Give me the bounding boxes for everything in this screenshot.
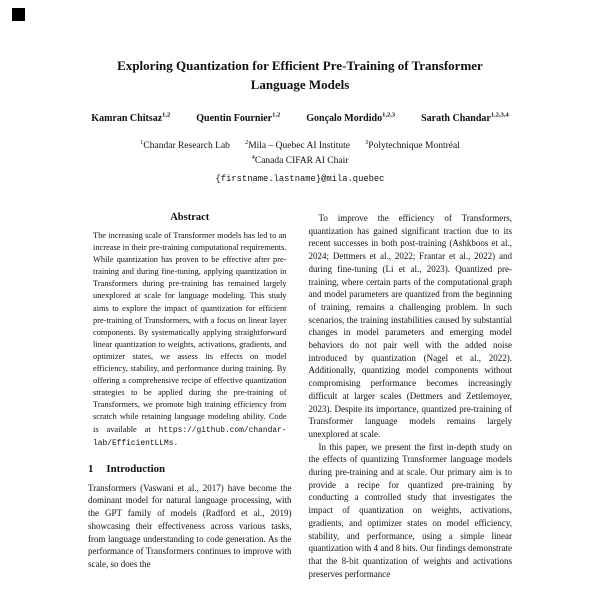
abstract-paragraph bbox=[93, 230, 287, 450]
code-repo-link[interactable]: https://github.com/chandar-lab/EfficientLLMs. bbox=[93, 425, 287, 448]
affiliation-row bbox=[0, 154, 600, 169]
author bbox=[306, 113, 395, 124]
section-number: 1 bbox=[88, 462, 94, 475]
affiliation-text: Chandar Research Lab bbox=[143, 141, 230, 151]
author-name: Quentin Fournier bbox=[196, 113, 273, 124]
author-name: Gonçalo Mordido bbox=[306, 113, 383, 124]
abstract-heading: Abstract bbox=[170, 212, 210, 223]
corner-mark bbox=[12, 8, 25, 21]
affiliation-block bbox=[0, 139, 600, 187]
section-heading-introduction bbox=[88, 463, 292, 475]
affiliation-sup: 1 bbox=[140, 138, 144, 146]
right-column bbox=[309, 212, 513, 580]
author-affil-sup: 1,2 bbox=[162, 111, 171, 119]
affiliation-sup: 3 bbox=[365, 138, 369, 146]
affiliation-text: Polytechnique Montréal bbox=[368, 141, 460, 151]
affiliation-text: Canada CIFAR AI Chair bbox=[254, 156, 349, 166]
abstract-body: The increasing scale of Transformer models has led to an increase in their pre-training computational requirements. While quantization has proven to be effective after pre-training and during fine-tuning, applying quantization in Transformers during pre-training has remained largely unexplored at scale for language modeling. This study aims to explore the impact of quantization for efficient pre-training of Transformers, with a focus on linear layer components. By systematically applying straightforward linear quantization to weights, activations, gradients, and optimizer states, we assess its effects on model efficiency, stability, and performance during training. By offering a comprehensive recipe of effective quantization strategies to be applied during the pre-training of Transformers, we promote high training efficiency from scratch while retaining language modeling ability. Code is available at bbox=[93, 231, 287, 434]
author-name: Sarath Chandar bbox=[421, 113, 491, 124]
affiliation bbox=[140, 139, 230, 154]
affiliation bbox=[245, 139, 350, 154]
affiliation bbox=[252, 154, 349, 169]
author-list bbox=[0, 113, 600, 124]
author-affil-sup: 1,2,3 bbox=[382, 111, 396, 119]
body-paragraph-2: In this paper, we present the first in-depth study on the effects of quantizing Transformer language models during pre-training and at scale. Our primary aim is to provide a recipe for quantized pre-training by conducting a controlled study that investigates the impact of quantization on weights, activations, gradients, and optimizer states on model efficiency, stability, and performance, using a simple linear quantization with 4 and 8 bits. Our findings demonstrate that the 8-bit quantization of weights and activations preserves performance bbox=[308, 441, 512, 579]
affiliation-text: Mila – Quebec AI Institute bbox=[248, 141, 351, 151]
section-title: Introduction bbox=[106, 462, 166, 475]
intro-paragraph: Transformers (Vaswani et al., 2017) have become the dominant model for natural language processing, with the GPT family of models (Radford et al., 2019) showcasing their effectiveness across various tasks, from language understanding to code generation. As the performance of Transformers continues to improve with scale, so does the bbox=[88, 482, 292, 569]
author-affil-sup: 1,2 bbox=[272, 111, 281, 119]
author-affil-sup: 1,2,3,4 bbox=[490, 111, 509, 119]
two-column-body bbox=[0, 212, 600, 580]
paper-header bbox=[0, 0, 600, 187]
author bbox=[421, 113, 509, 124]
contact-email: {firstname.lastname}@mila.quebec bbox=[215, 174, 385, 184]
paper-title-line1: Exploring Quantization for Efficient Pre-Training of Transformer bbox=[117, 58, 483, 73]
author bbox=[196, 113, 280, 124]
abstract-section bbox=[88, 212, 292, 450]
body-paragraph-1: To improve the efficiency of Transformers, quantization has gained significant traction due to its recent successes in both post-training (Ashkboos et al., 2024; Dettmers et al., 2022; Frantar et al., 2022) and during fine-tuning (Li et al., 2023). Quantized pre-training, where certain parts of the computational graph and model parameters are quantized from the beginning of training, remains a challenging problem. In such scenarios, the training instabilities caused by substantial changes in model parameters and emerging model behaviors do not pair well with the added noise introduced by quantization (Nagel et al., 2022). Additionally, quantizing model components without compromising performance becomes increasingly difficult at larger scales (Dettmers and Zettlemoyer, 2023). Despite its importance, quantized pre-training of Transformer language models remains largely unexplored at scale. bbox=[308, 213, 512, 439]
paper-title bbox=[0, 56, 600, 94]
paper-title-line2: Language Models bbox=[250, 77, 350, 92]
author-name: Kamran Chitsaz bbox=[91, 113, 163, 124]
affiliation bbox=[365, 139, 460, 154]
affiliation-sup: 2 bbox=[244, 138, 249, 146]
left-column bbox=[88, 212, 292, 580]
affiliation-row bbox=[0, 139, 600, 154]
author bbox=[91, 113, 170, 124]
affiliation-sup: 4 bbox=[251, 153, 255, 161]
